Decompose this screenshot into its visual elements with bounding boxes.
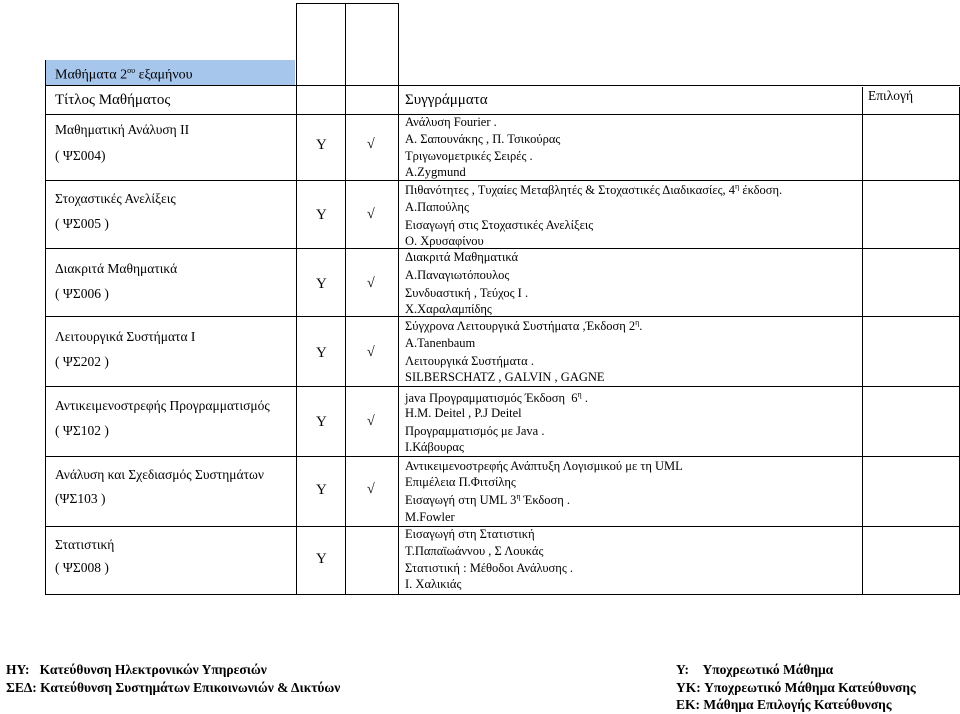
book-line: Α. Σαπουνάκης , Π. Τσικούρας <box>405 132 561 146</box>
check-mark: √ <box>367 207 375 222</box>
book-line: Ι.Κάβουρας <box>405 440 464 454</box>
grid-line <box>45 594 960 595</box>
book-line: java Προγραμματισμός Έκδοση $6^\eta$ . <box>405 390 588 406</box>
course-type: Υ <box>316 207 327 223</box>
course-name: Αντικειμενοστρεφής Προγραμματισμός <box>55 398 270 413</box>
grid-line <box>296 3 297 595</box>
course-code: ( ΨΣ004) <box>55 148 106 163</box>
course-type: Υ <box>316 414 327 430</box>
legend-y: Υ: Υποχρεωτικό Μάθημα <box>676 662 834 677</box>
course-code: ( ΨΣ202 ) <box>55 354 109 369</box>
book-line: Στατιστική : Μέθοδοι Ανάλυσης . <box>405 561 574 575</box>
course-name: Διακριτά Μαθηματικά <box>55 261 178 276</box>
book-line: A.Zygmund <box>405 165 466 179</box>
grid-line <box>45 316 960 317</box>
book-line: Διακριτά Μαθηματικά <box>405 250 519 264</box>
legend-sed: ΣΕΔ: Κατεύθυνση Συστημάτων Επικοινωνιών & Δικτύων <box>6 680 341 695</box>
book-line: A.Tanenbaum <box>405 336 476 350</box>
grid-line <box>45 248 960 249</box>
grid-line <box>398 3 399 595</box>
book-line: Χ.Χαραλαμπίδης <box>405 302 492 316</box>
legend-yk: ΥΚ: Υποχρεωτικό Μάθημα Κατεύθυνσης <box>676 680 916 695</box>
book-line: Λειτουργικά Συστήματα . <box>405 354 534 368</box>
book-line: Πιθανότητες , Τυχαίες Μεταβλητές & Στοχαστικές Διαδικασίες, $4^\eta$ έκδοση. <box>405 182 783 198</box>
check-mark: √ <box>367 482 375 497</box>
course-name: Ανάλυση και Σχεδιασμός Συστημάτων <box>55 467 264 482</box>
column-header-books: Συγγράμματα <box>405 92 488 108</box>
book-line: Επιμέλεια Π.Φιτσίλης <box>405 475 516 489</box>
course-code: ( ΨΣ102 ) <box>55 423 109 438</box>
course-name: Λειτουργικά Συστήματα Ι <box>55 329 196 344</box>
column-header-title: Τίτλος Μαθήματος <box>55 92 171 108</box>
book-line: Τ.Παπαϊωάννου , Σ Λουκάς <box>405 544 544 558</box>
check-mark: √ <box>367 345 375 360</box>
check-mark: √ <box>367 276 375 291</box>
course-type: Υ <box>316 345 327 361</box>
book-line: Εισαγωγή στη UML $3^\eta$ Έκδοση . <box>405 492 571 508</box>
legend-ek: ΕΚ: Μάθημα Επιλογής Κατεύθυνσης <box>676 697 892 712</box>
course-code: ( ΨΣ008 ) <box>55 560 109 575</box>
book-line: Σύγχρονα Λειτουργικά Συστήματα ,Έκδοση $2^\eta$. <box>405 318 643 334</box>
book-line: Εισαγωγή στη Στατιστική <box>405 527 535 541</box>
grid-line <box>45 180 960 181</box>
book-line: Αντικειμενοστρεφής Ανάπτυξη Λογισμικού με τη UML <box>405 459 683 473</box>
book-line: Ανάλυση Fourier . <box>405 115 497 129</box>
course-type: Υ <box>316 137 327 153</box>
check-mark: √ <box>367 414 375 429</box>
book-line: Τριγωνομετρικές Σειρές . <box>405 149 533 163</box>
grid-line <box>45 60 46 595</box>
grid-line <box>45 456 960 457</box>
book-line: Ι. Χαλικιάς <box>405 577 462 591</box>
course-type: Υ <box>316 276 327 292</box>
book-line: H.M. Deitel , P.J Deitel <box>405 406 522 420</box>
column-header-option: Επιλογή <box>868 88 914 103</box>
course-name: Στοχαστικές Ανελίξεις <box>55 191 176 206</box>
grid-line <box>345 3 346 595</box>
course-name: Στατιστική <box>55 537 115 552</box>
semester-title: Μαθήματα $2^{o\upsilon}$ εξαμήνου <box>55 66 193 83</box>
legend-hy: ΗΥ: Κατεύθυνση Ηλεκτρονικών Υπηρεσιών <box>6 662 267 677</box>
course-name: Μαθηματική Ανάλυση ΙΙ <box>55 122 190 137</box>
book-line: Συνδυαστική , Τεύχος Ι . <box>405 286 529 300</box>
course-code: ( ΨΣ006 ) <box>55 286 109 301</box>
grid-line <box>45 386 960 387</box>
grid-line <box>45 85 960 86</box>
grid-line <box>296 3 399 4</box>
grid-line <box>45 114 960 115</box>
book-line: SILBERSCHATZ , GALVIN , GAGNE <box>405 370 605 384</box>
book-line: Ο. Χρυσαφίνου <box>405 234 484 248</box>
grid-line <box>862 87 863 595</box>
book-line: Α.Παπούλης <box>405 200 469 214</box>
course-type: Υ <box>316 482 327 498</box>
course-code: (ΨΣ103 ) <box>55 491 106 506</box>
book-line: Α.Παναγιωτόπουλος <box>405 268 510 282</box>
book-line: Εισαγωγή στις Στοχαστικές Ανελίξεις <box>405 218 594 232</box>
check-mark: √ <box>367 137 375 152</box>
book-line: Προγραμματισμός με Java . <box>405 424 545 438</box>
course-type: Υ <box>316 551 327 567</box>
book-line: M.Fowler <box>405 510 455 524</box>
course-code: ( ΨΣ005 ) <box>55 216 109 231</box>
